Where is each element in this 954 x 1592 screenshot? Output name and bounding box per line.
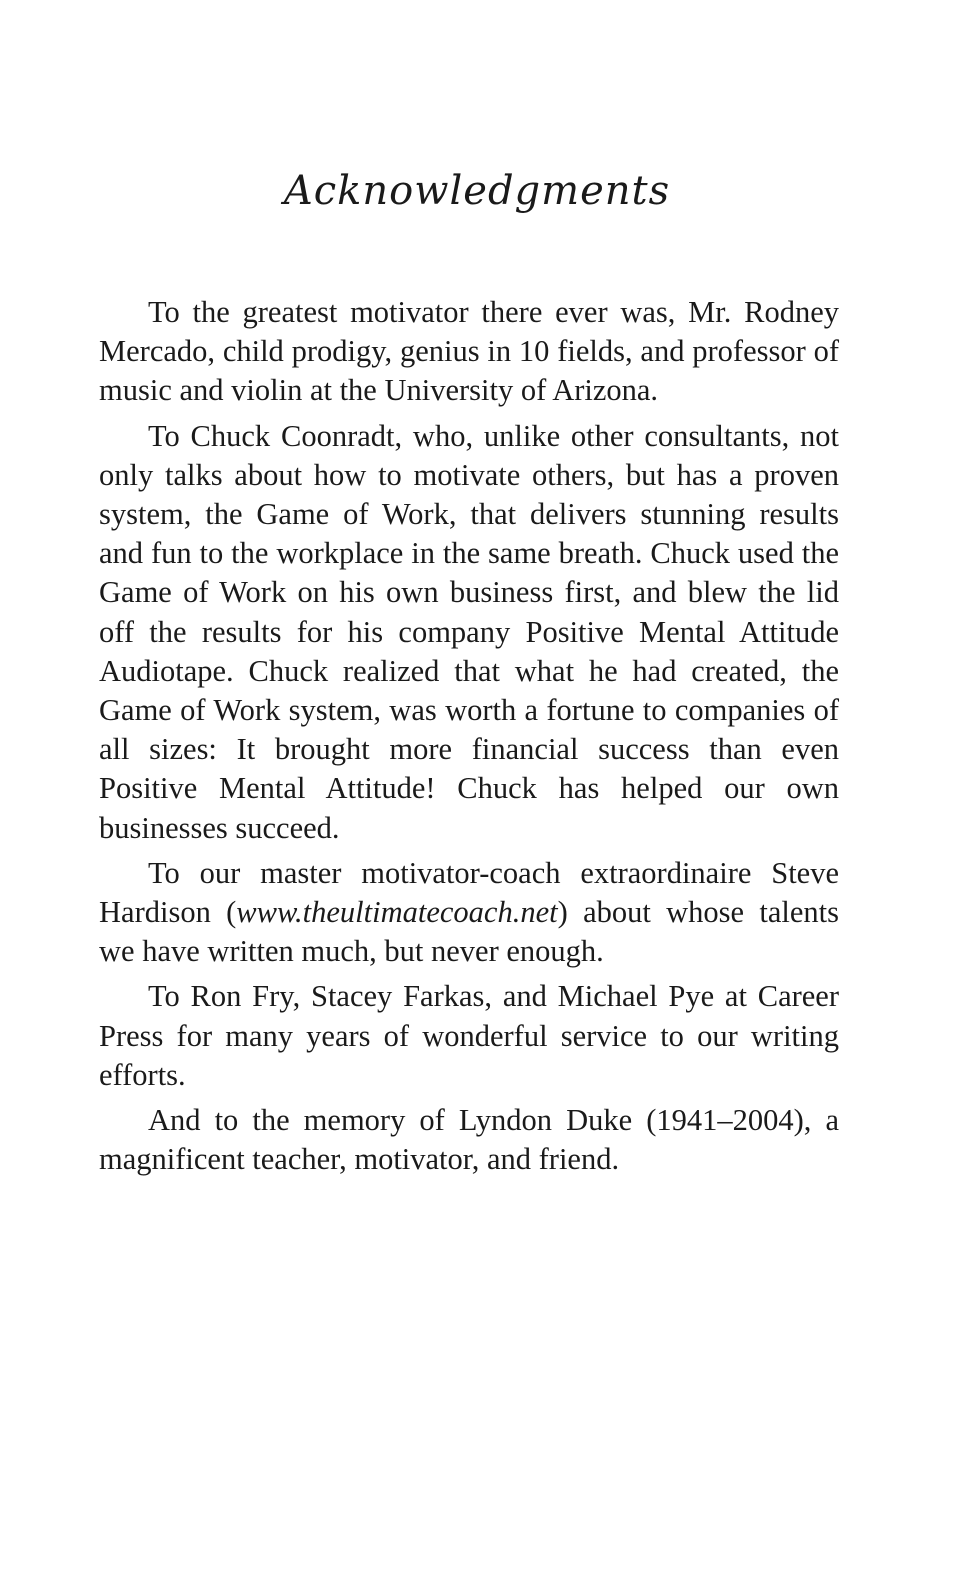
- website-reference: www.theultimatecoach.net: [236, 895, 558, 930]
- paragraph-4: To Ron Fry, Stacey Farkas, and Michael Pye at Career Press for many years of wonderful service to our writing efforts.: [99, 979, 839, 1092]
- paragraph-1: To the greatest motivator there ever was, Mr. Rodney Mercado, child prodigy, genius in 10 fields, and professor of music and violin at the University of Arizona.: [99, 295, 839, 408]
- page-title: Acknowledgments: [283, 168, 671, 214]
- paragraph-3-text-after: ) about whose talents we have written much, but never enough.: [99, 895, 839, 969]
- paragraph-5: And to the memory of Lyndon Duke (1941–2004), a magnificent teacher, motivator, and friend.: [99, 1103, 839, 1177]
- paragraph-2: To Chuck Coonradt, who, unlike other consultants, not only talks about how to motivate others, but has a proven system, the Game of Work, that delivers stunning results and fun to the workplace in the same breath. Chuck used the Game of Work on his own business first, and blew the lid off the results for his company Positive Mental Attitude Audiotape. Chuck realized that what he had created, the Game of Work system, was worth a fortune to companies of all sizes: It brought more financial success than even Positive Mental Attitude! Chuck has helped our own businesses succeed.: [99, 418, 839, 845]
- paragraph-3-text-before: To our master motivator-coach extraordinaire Steve Hardison (: [99, 855, 839, 930]
- acknowledgments-body: [99, 293, 839, 1185]
- paragraph-3: [99, 854, 839, 972]
